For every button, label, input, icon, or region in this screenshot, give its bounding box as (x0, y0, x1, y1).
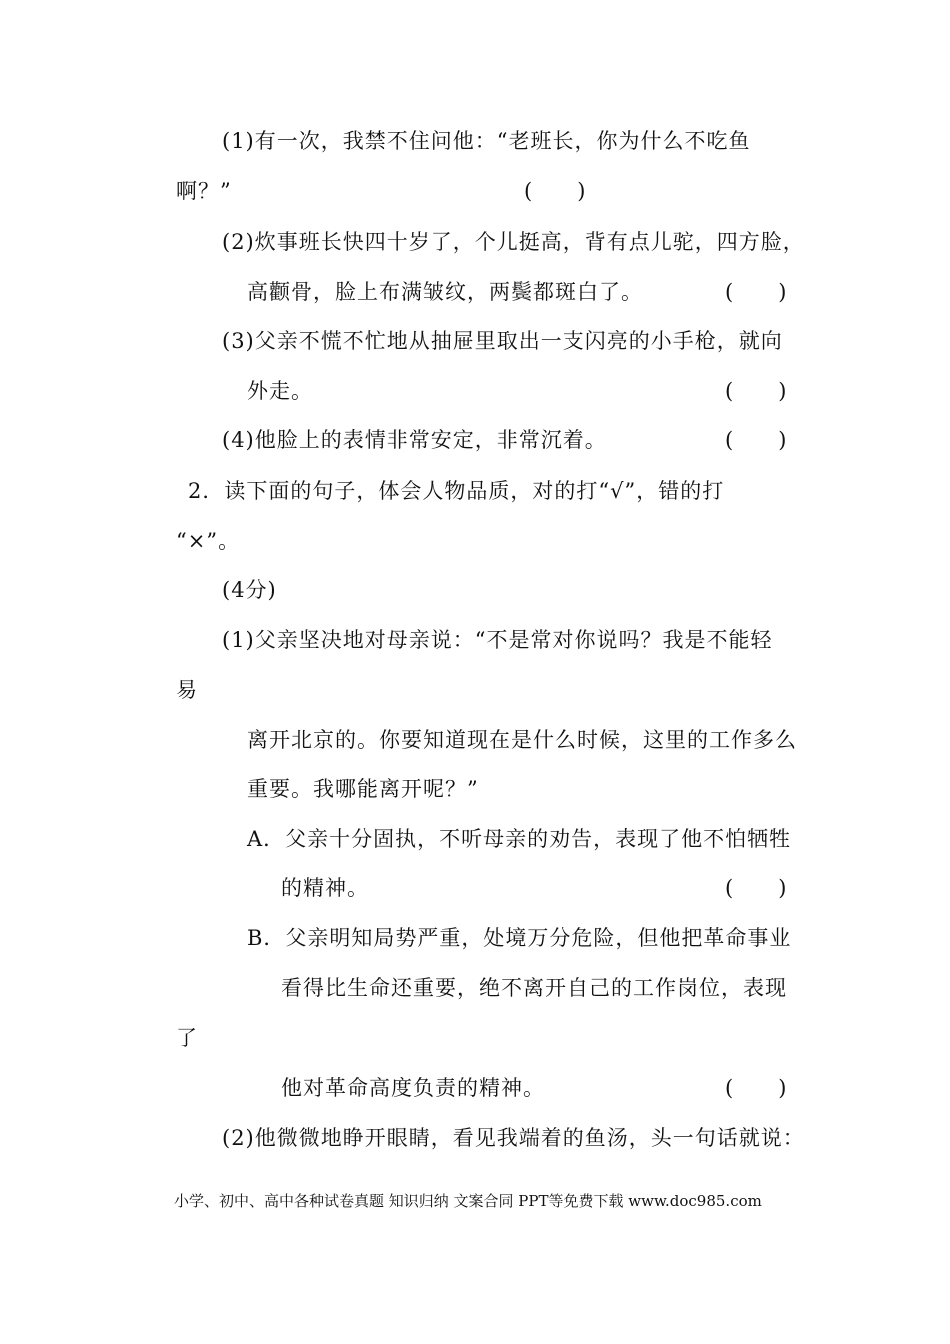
q1-item2-line2: 高颧骨，脸上布满皱纹，两鬓都斑白了。 (247, 280, 643, 304)
q2-option-b-answer-blank: ( ) (725, 1076, 788, 1100)
q2-option-b-line2: 看得比生命还重要，绝不离开自己的工作岗位，表现 (281, 976, 787, 1000)
q2-option-b-line3: 了 (176, 1026, 198, 1050)
q2-option-a-answer-blank: ( ) (725, 876, 788, 900)
q1-item1-answer-blank: ( ) (524, 179, 587, 203)
q2-option-a-line1: A．父亲十分固执，不听母亲的劝告，表现了他不怕牺牲 (247, 827, 792, 851)
q2-heading-line2: “×”。 (176, 529, 241, 553)
q2-heading-line1: 2．读下面的句子，体会人物品质，对的打“√”，错的打 (188, 479, 725, 503)
q2-sentence2-line1: (2)他微微地睁开眼睛，看见我端着的鱼汤，头一句话就说： (222, 1126, 805, 1150)
q2-option-b-line1: B．父亲明知局势严重，处境万分危险，但他把革命事业 (247, 926, 792, 950)
q2-sentence1-line3: 离开北京的。你要知道现在是什么时候，这里的工作多么 (247, 728, 797, 752)
q1-item3-line2: 外走。 (247, 379, 313, 403)
q2-sentence1-line1: (1)父亲坚决地对母亲说：“不是常对你说吗？我是不能轻 (222, 628, 773, 652)
q1-item4-answer-blank: ( ) (725, 428, 788, 452)
q2-score: (4分) (222, 578, 277, 602)
q1-item2-line1: (2)炊事班长快四十岁了，个儿挺高，背有点儿驼，四方脸， (222, 230, 805, 254)
q2-sentence1-line4: 重要。我哪能离开呢？” (247, 777, 479, 801)
page-footer: 小学、初中、高中各种试卷真题 知识归纳 文案合同 PPT等免费下载 www.doc985.com (174, 1192, 762, 1210)
q2-sentence1-line2: 易 (176, 678, 198, 702)
q1-item2-answer-blank: ( ) (725, 280, 788, 304)
q1-item1-line1: (1)有一次，我禁不住问他：“老班长，你为什么不吃鱼 (222, 129, 751, 153)
q2-option-a-line2: 的精神。 (281, 876, 369, 900)
q2-option-b-line4: 他对革命高度负责的精神。 (281, 1076, 545, 1100)
q1-item4-line1: (4)他脸上的表情非常安定，非常沉着。 (222, 428, 607, 452)
q1-item3-line1: (3)父亲不慌不忙地从抽屉里取出一支闪亮的小手枪，就向 (222, 329, 783, 353)
q1-item1-line2: 啊？” (176, 179, 232, 203)
q1-item3-answer-blank: ( ) (725, 379, 788, 403)
